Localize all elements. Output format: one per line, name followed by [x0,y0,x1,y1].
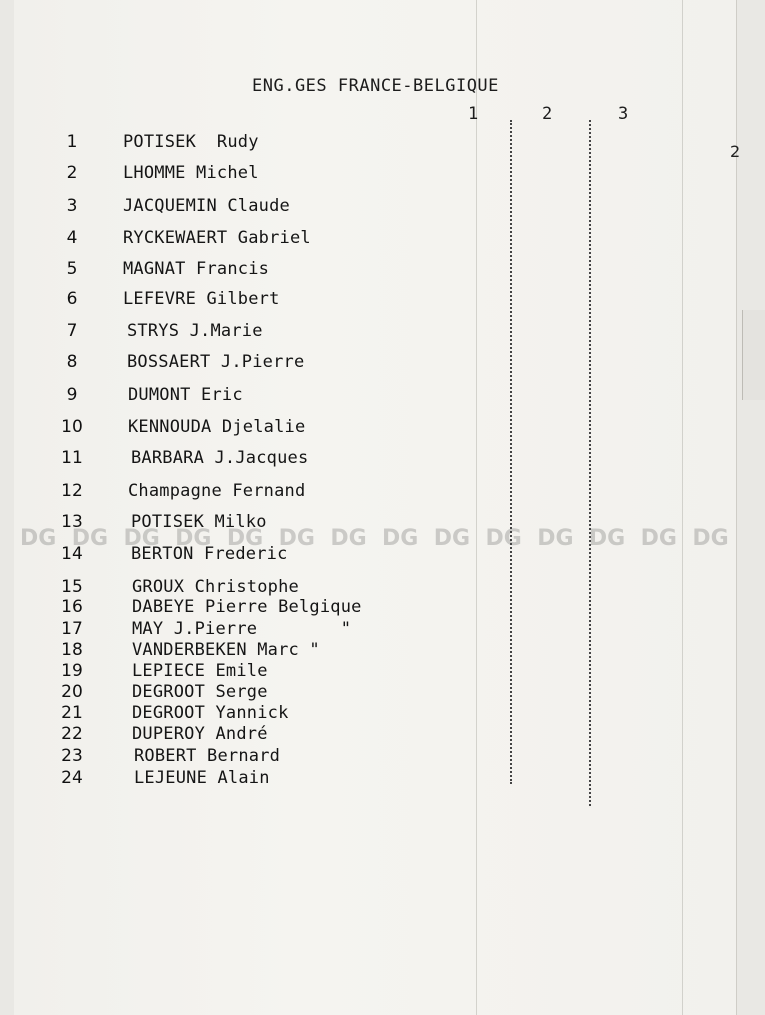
entry-row [14,417,574,439]
ghost-stamp: DG [278,525,315,551]
entry-name: Champagne Fernand [128,481,306,501]
ghost-stamp: DG [226,525,264,551]
ghost-stamp: DG [433,525,471,551]
entry-number: 21 [61,703,83,723]
ghost-stamp: DG [20,525,57,551]
ghost-stamp: DG [485,525,522,551]
entry-name: POTISEK Rudy [123,132,259,152]
entry-row [14,228,574,250]
entry-name: LEJEUNE Alain [134,768,270,788]
entry-row [14,768,574,790]
entry-name: BOSSAERT J.Pierre [127,352,305,372]
entry-number: 9 [66,385,78,405]
entry-row [14,682,574,704]
entry-row [14,132,574,154]
entry-row [14,597,574,619]
show-through-stamp-strip [14,498,742,578]
entry-name: LEFEVRE Gilbert [123,289,280,309]
entry-row [14,163,574,185]
document-page [14,0,741,1015]
entry-name: JACQUEMIN Claude [123,196,290,216]
entry-name: LHOMME Michel [123,163,259,183]
entry-number: 19 [61,661,83,681]
ghost-stamp: DG [175,525,212,551]
entry-name: DEGROOT Yannick [132,703,289,723]
entry-row [14,746,574,768]
entry-number: 7 [66,321,78,341]
ghost-stamp: DG [71,525,109,551]
ghost-stamp: DG [640,525,677,551]
entry-name: ROBERT Bernard [134,746,281,766]
entry-number: 8 [66,352,78,372]
entry-name: LEPIECE Emile [132,661,268,681]
ghost-stamp: DG [382,525,419,551]
entry-number: 12 [61,481,83,501]
entry-name: GROUX Christophe [132,577,299,597]
entry-number: 15 [61,577,83,597]
entry-row [14,640,574,662]
ghost-stamp: DG [537,525,574,551]
entry-row [14,544,574,566]
entry-name: KENNOUDA Djelalie [128,417,306,437]
entry-number: 23 [61,746,83,766]
entry-number: 17 [61,619,83,639]
entry-number: 3 [66,196,78,216]
ghost-stamp: DG [123,525,160,551]
entry-number: 18 [61,640,83,660]
entry-row [14,352,574,374]
entry-row [14,512,574,534]
entry-name: POTISEK Milko [131,512,267,532]
entry-number: 20 [61,682,83,702]
entry-row [14,385,574,407]
entry-name: DABEYE Pierre Belgique [132,597,362,617]
entry-number: 13 [61,512,83,532]
entry-number: 5 [66,259,78,279]
column-header-2: 2 [542,104,553,124]
entry-row [14,321,574,343]
page-tab-edge [742,310,765,400]
entry-number: 11 [61,448,83,468]
entry-name: DUPEROY André [132,724,268,744]
side-mark: 2 [730,142,741,161]
entry-row [14,196,574,218]
entry-row [14,703,574,725]
entry-name: BARBARA J.Jacques [131,448,309,468]
entry-number: 6 [66,289,78,309]
entry-row [14,577,574,599]
entry-row [14,619,574,641]
ghost-stamp: DG [588,525,626,551]
entry-name: MAY J.Pierre " [132,619,352,639]
entry-name: DUMONT Eric [128,385,243,405]
entry-name: STRYS J.Marie [127,321,263,341]
entry-name: RYCKEWAERT Gabriel [123,228,311,248]
entry-row [14,724,574,746]
entry-row [14,448,574,470]
entry-number: 1 [66,132,78,152]
entry-name: BERTON Frederic [131,544,288,564]
entry-number: 16 [61,597,83,617]
entry-number: 14 [61,544,83,564]
entry-number: 2 [66,163,78,183]
document-title: ENG.GES FRANCE-BELGIQUE [252,76,499,96]
entry-name: MAGNAT Francis [123,259,270,279]
column-header-3: 3 [618,104,629,124]
entry-row [14,289,574,311]
entry-number: 4 [66,228,78,248]
entry-row [14,481,574,503]
entry-name: VANDERBEKEN Marc " [132,640,320,660]
entry-row [14,259,574,281]
entry-row [14,661,574,683]
column-header-1: 1 [468,104,479,124]
entry-name: DEGROOT Serge [132,682,268,702]
entry-number: 22 [61,724,83,744]
ghost-stamp: DG [692,525,729,551]
ghost-stamp: DG [330,525,367,551]
entry-number: 24 [61,768,83,788]
entry-number: 10 [61,417,83,437]
column-divider [589,120,591,806]
